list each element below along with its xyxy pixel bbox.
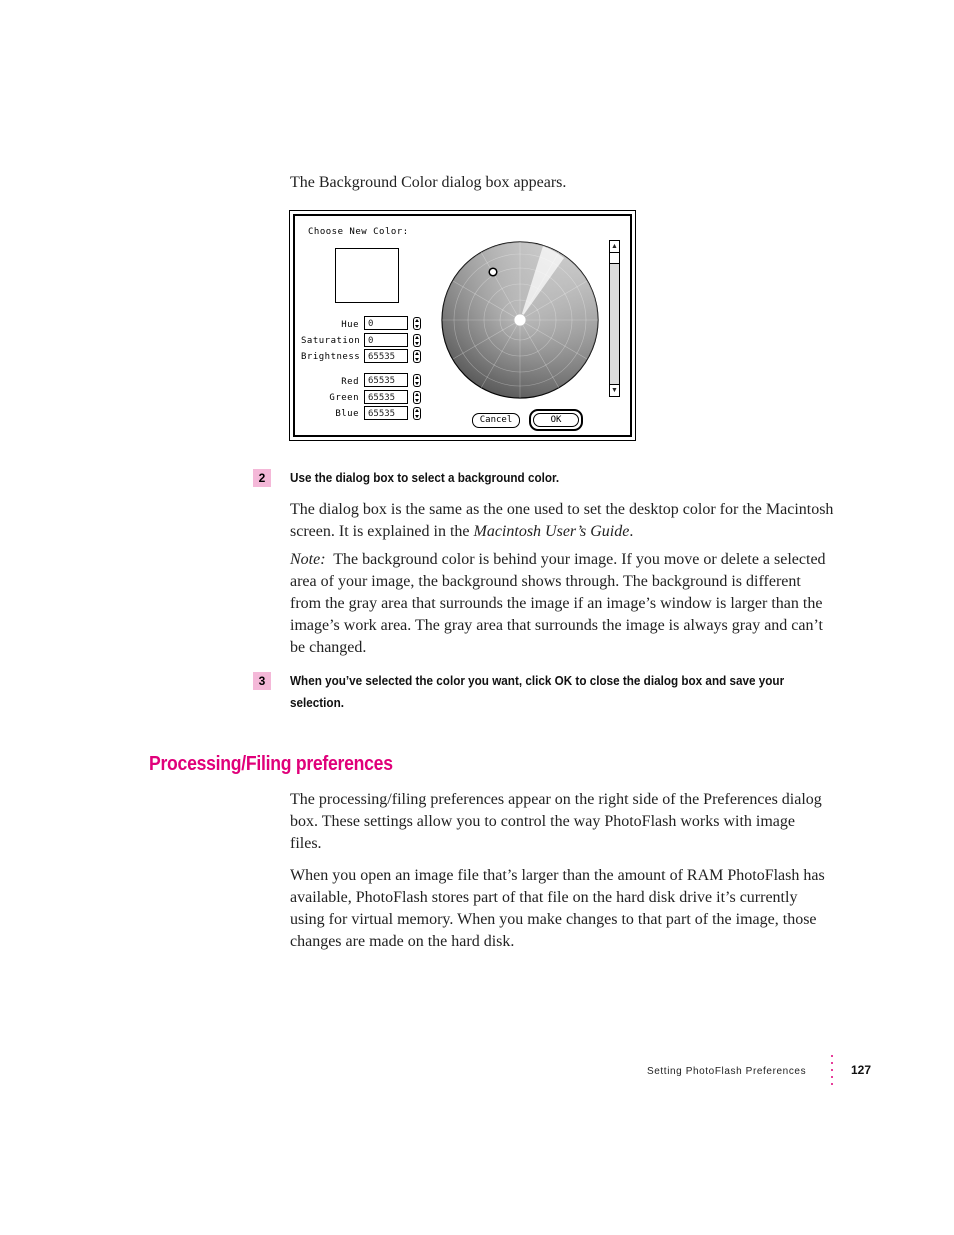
brightness-label: Brightness bbox=[301, 352, 361, 362]
green-label: Green bbox=[329, 393, 359, 403]
dialog-title: Choose New Color: bbox=[308, 227, 409, 237]
body-paragraph bbox=[290, 499, 835, 543]
step-instruction: Use the dialog box to select a background color. bbox=[290, 470, 560, 485]
ok-button[interactable]: OK bbox=[533, 413, 579, 427]
red-stepper[interactable] bbox=[413, 374, 421, 387]
intro-text: The Background Color dialog box appears. bbox=[290, 174, 567, 191]
color-wheel[interactable] bbox=[440, 238, 600, 402]
body-paragraph: When you open an image file that’s larger than the amount of RAM PhotoFlash has available, PhotoFlash stores part of that file on the hard disk drive it’s currently using for virtual memory. When you make changes to that part of the image, those changes are made on the hard disk. bbox=[290, 867, 825, 950]
brightness-scrollbar[interactable] bbox=[609, 240, 620, 397]
step-number: 3 bbox=[253, 672, 271, 690]
step-instruction: When you’ve selected the color you want, click OK to close the dialog box and save your selection. bbox=[290, 673, 785, 710]
green-field[interactable]: 65535 bbox=[364, 390, 408, 404]
paragraph-end: . bbox=[629, 523, 634, 540]
paragraph-text: The dialog box is the same as the one used to set the desktop color for the Macintosh screen. It is explained in the bbox=[290, 501, 834, 540]
footer-dot-divider bbox=[831, 1055, 835, 1090]
note-text: The background color is behind your image. If you move or delete a selected area of your image, the background shows through. The background is different from the gray area that surrounds the image if an image’s window is larger than the image’s work area. The gray area that surrounds the image is always gray and can’t be changed. bbox=[290, 551, 826, 656]
body-paragraph: The processing/filing preferences appear on the right side of the Preferences dialog box. These settings allow you to control the way PhotoFlash works with image files. bbox=[290, 791, 822, 852]
blue-stepper[interactable] bbox=[413, 407, 421, 420]
scroll-thumb[interactable] bbox=[610, 253, 619, 264]
page-number: 127 bbox=[851, 1063, 872, 1077]
red-label: Red bbox=[341, 377, 359, 387]
note-label: Note: bbox=[290, 551, 326, 568]
background-color-dialog bbox=[289, 210, 636, 441]
note-paragraph bbox=[290, 549, 835, 659]
section-heading: Processing/Filing preferences bbox=[149, 753, 393, 775]
brightness-field[interactable]: 65535 bbox=[364, 349, 408, 363]
blue-field[interactable]: 65535 bbox=[364, 406, 408, 420]
blue-label: Blue bbox=[335, 409, 359, 419]
color-swatch bbox=[335, 248, 399, 303]
green-stepper[interactable] bbox=[413, 391, 421, 404]
book-title: Macintosh User’s Guide bbox=[473, 523, 630, 540]
hue-stepper[interactable] bbox=[413, 317, 421, 330]
saturation-label: Saturation bbox=[301, 336, 361, 346]
footer-section-title: Setting PhotoFlash Preferences bbox=[647, 1066, 807, 1077]
hue-field[interactable]: 0 bbox=[364, 316, 408, 330]
scroll-up-arrow-icon[interactable]: ▲ bbox=[610, 241, 619, 253]
saturation-field[interactable]: 0 bbox=[364, 333, 408, 347]
cancel-button[interactable]: Cancel bbox=[472, 413, 520, 428]
saturation-stepper[interactable] bbox=[413, 334, 421, 347]
step-number: 2 bbox=[253, 469, 271, 487]
brightness-stepper[interactable] bbox=[413, 350, 421, 363]
scroll-down-arrow-icon[interactable]: ▼ bbox=[611, 386, 618, 394]
hue-label: Hue bbox=[341, 320, 359, 330]
red-field[interactable]: 65535 bbox=[364, 373, 408, 387]
